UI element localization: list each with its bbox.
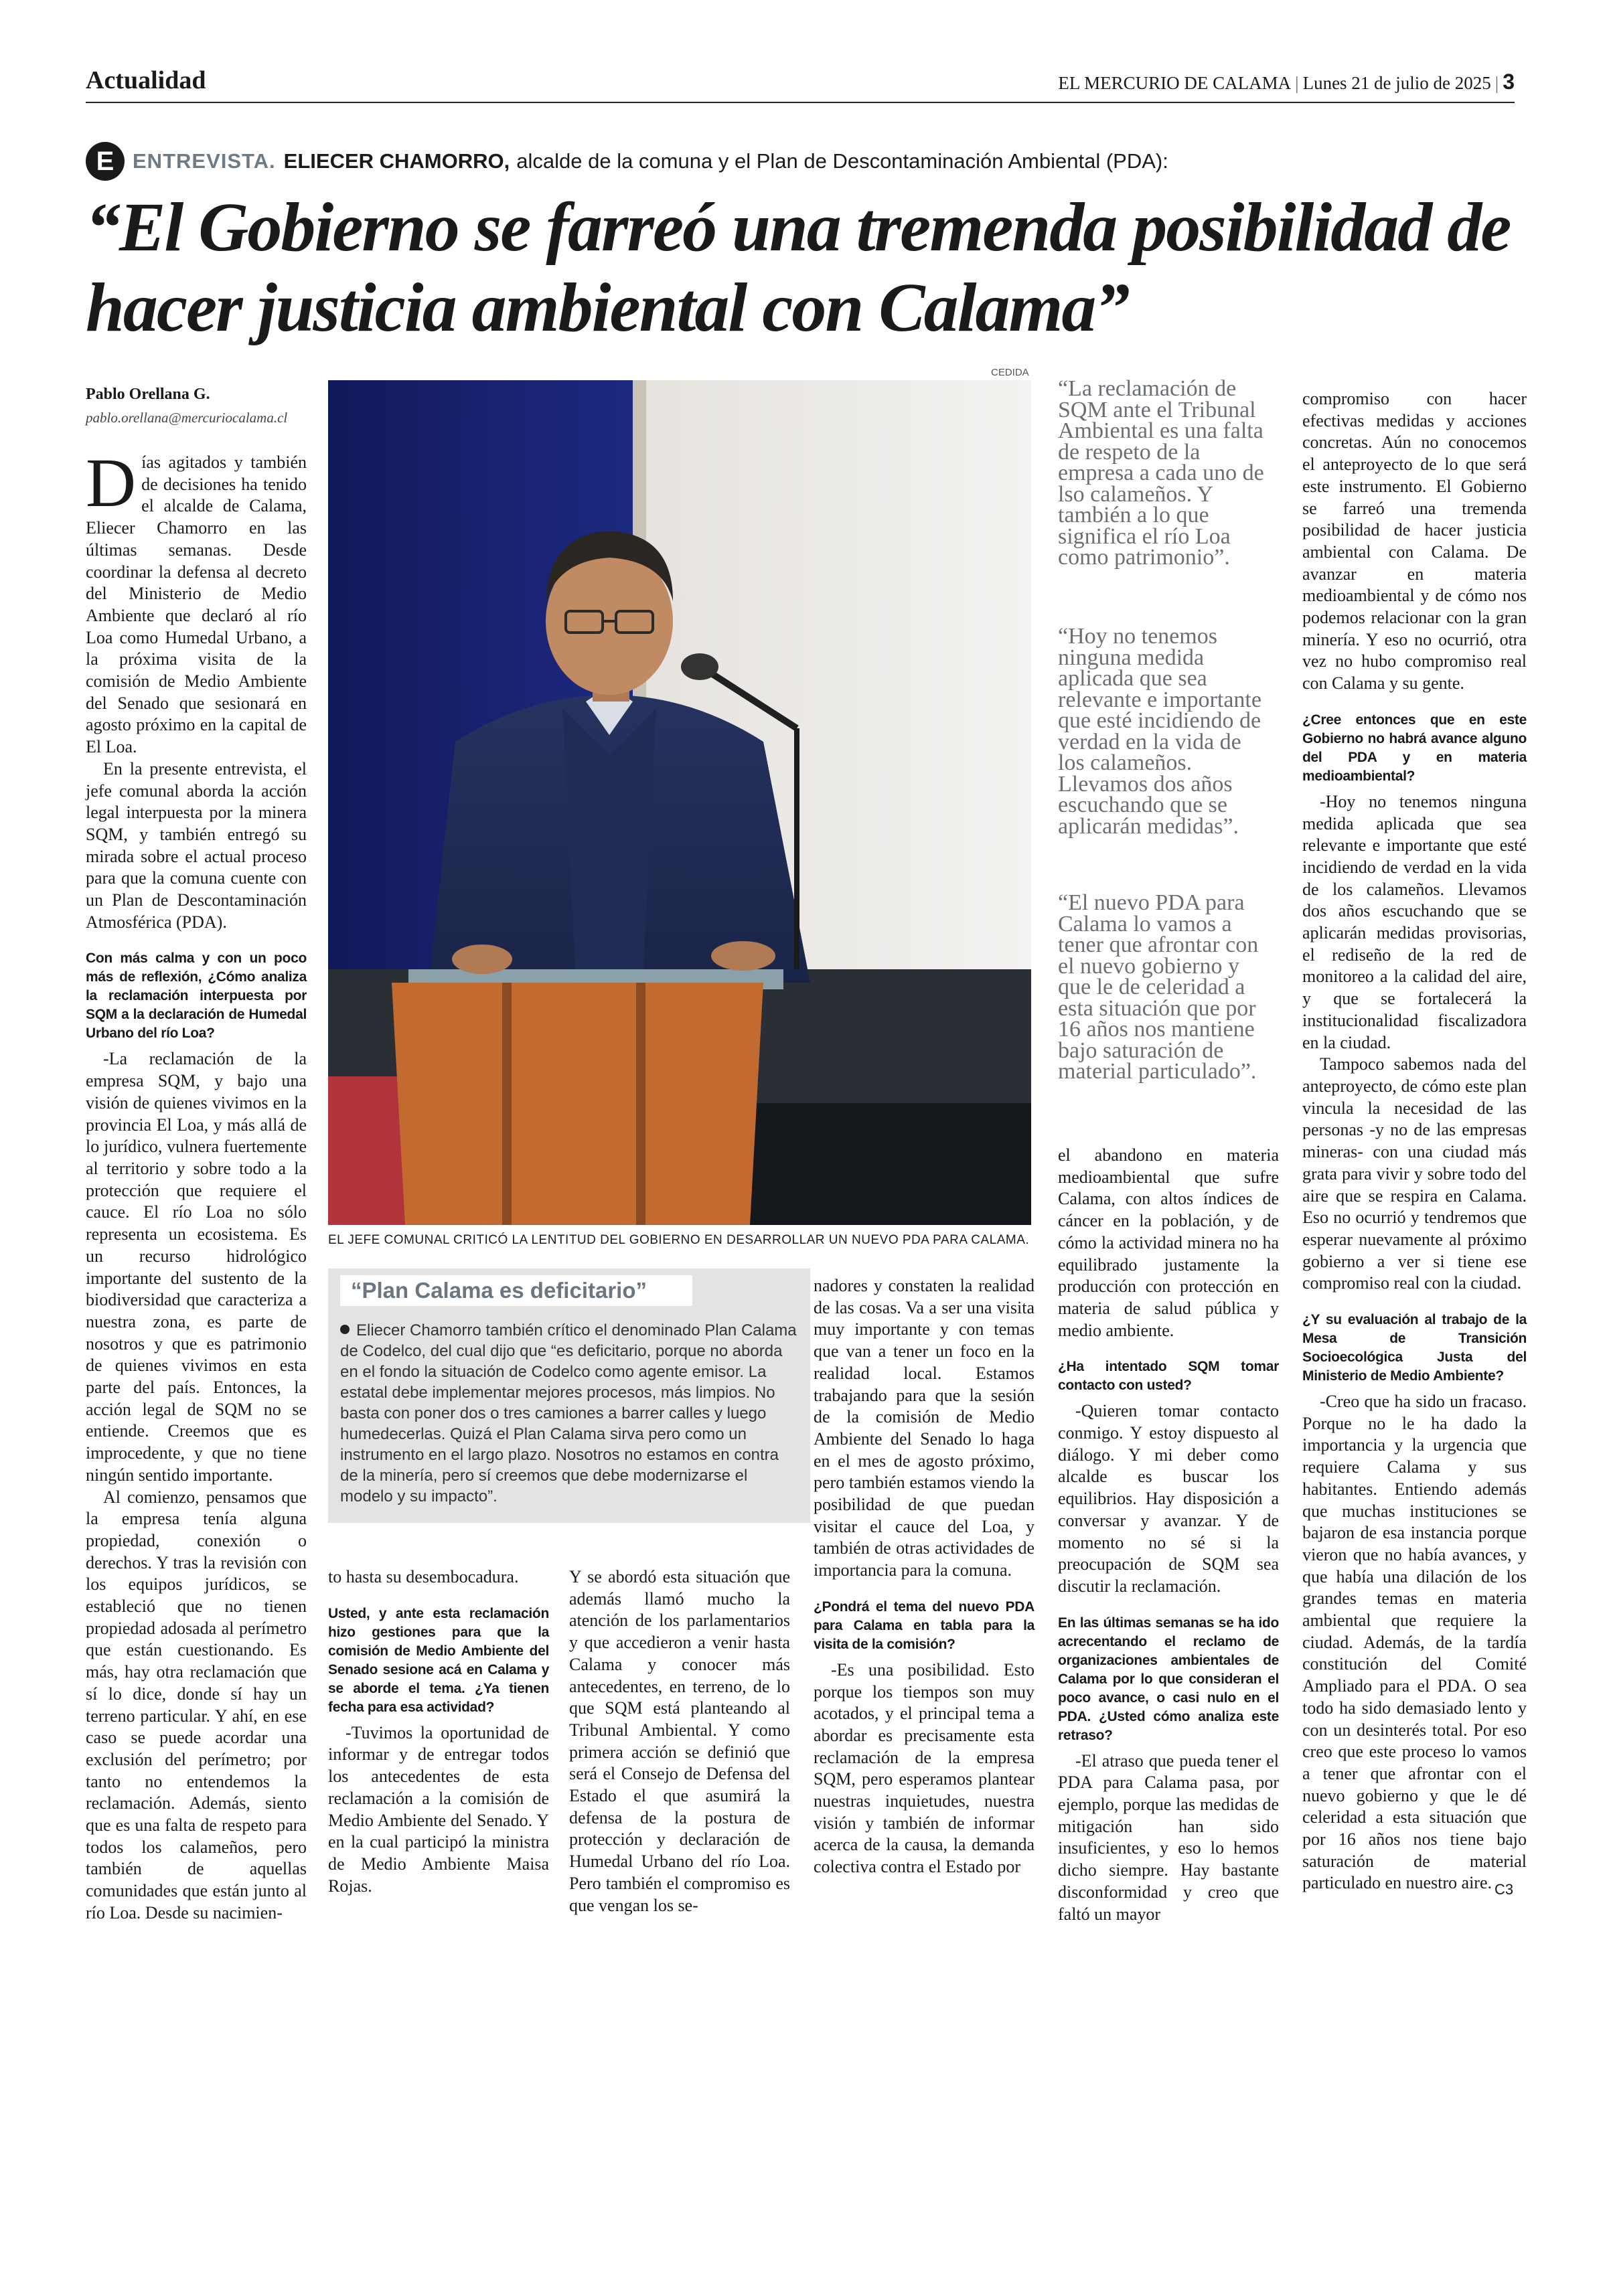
interview-answer: -La reclamación de la empresa SQM, y bajo una visión de quienes vivimos en la provincia El Loa, y más allá de lo jurídico, vulnera fuertemente al territorio y sobre todo a la protección que requiere el cauce. El río Loa no sólo representa un ecosistema. Es un recurso hidrológico importante del sustento de la biodiversidad que caracteriza a nuestra zona, es parte de nosotros y que es patrimonio de quienes vivimos en esta parte del país. Entonces, la acción legal de SQM no se entiende. Creemos que es improcedente, y que no tiene ningún sentido importante.	[86, 1049, 307, 1485]
pull-quote-1: “La reclamación de SQM ante el Tribunal Ambiental es una falta de respeto de la empresa a cada uno de lso calameños. Y también a lo que significa el río Loa como patrimonio”.	[1058, 376, 1264, 570]
byline-email[interactable]: pablo.orellana@mercuriocalama.cl	[86, 410, 288, 426]
interview-answer: -Es una posibilidad. Esto porque los tiempos son muy acotados, y el principal tema a abordar es precisamente esta reclamación de la empresa SQM, pero esperamos plantear nuestras inquietudes, nuestra visión y también de informar acerca de la causa, la demanda colectiva contra el Estado por	[814, 1659, 1035, 1877]
photo-credit: CEDIDA	[991, 367, 1029, 378]
kicker-name: ELIECER CHAMORRO,	[283, 149, 510, 173]
headline: “El Gobierno se farreó una tremenda posibilidad de hacer justicia ambiental con Calama”	[86, 189, 1511, 346]
interview-answer: Al comienzo, pensamos que la empresa tenía alguna propiedad, conexión o derechos. Y tras la revisión con los equipos jurídicos, se estableció que no tienen propiedad adosada al perímetro que están cuestionando. Es más, hay otra reclamación que sí lo dice, donde sí hay un terreno particular. Y ahí, en ese caso se puede acordar una exclusión del perímetro; por tanto no entendemos la reclamación. Además, siento que es una falta de respeto para todos los calameños, pero también de aquellas comunidades que están junto al río Loa. Desde su nacimien-	[86, 1487, 307, 1922]
article-column-6	[1302, 388, 1527, 1894]
body-paragraph: Y se abordó esta situación que además llamó mucho la atención de los parlamentarios y que accedieron a venir hasta Calama y conocer más antecedentes, en terreno, de lo que SQM está planteando al Tribunal Ambiental. Y como primera acción se definió que será el Consejo de Defensa del Estado el que asumirá la defensa de la postura de protección y declaración de Humedal Urbano del río Loa. Pero también el compromiso es que vengan los se-	[569, 1567, 790, 1915]
body-paragraph: el abandono en materia medioambiental que sufre Calama, con altos índices de cáncer en la población, y de cómo la actividad minera no ha equilibrado justamente la producción con protección en materia de salud pública y medio ambiente.	[1058, 1145, 1279, 1340]
intro-paragraph: ías agitados y también de decisiones ha tenido el alcalde de Calama, Eliecer Chamorro en las últimas semanas. Desde coordinar la defensa al decreto del Ministerio de Medio Ambiente que declaró al río Loa como Humedal Urbano, a la próxima visita de la comisión de Medio Ambiente del Senado que sesionará en agosto próximo en la capital de El Loa.	[86, 453, 307, 757]
bullet-icon	[340, 1325, 350, 1334]
section-label: Actualidad	[86, 66, 206, 94]
kicker-description: alcalde de la comuna y el Plan de Descontaminación Ambiental (PDA):	[516, 149, 1168, 173]
photo-mayor-at-podium	[328, 380, 1031, 1225]
body-paragraph: to hasta su desembocadura.	[328, 1567, 519, 1586]
drop-cap: D	[86, 444, 137, 521]
issue-date: Lunes 21 de julio de 2025	[1302, 73, 1491, 93]
masthead: EL MERCURIO DE CALAMA | Lunes 21 de julio de 2025 | 3	[1058, 70, 1515, 94]
interview-answer: -Creo que ha sido un fracaso. Porque no le ha dado la importancia y la urgencia que requiere Calama y sus habitantes. Entiendo además que muchas instituciones se bajaron de esa instancia porque vieron que no había avances, y que había una dilación de los grandes temas en materia ambiental que requiere la ciudad. Además, de la tardía constitución del Comité Ampliado para el PDA. O sea todo ha sido demasiado lento y con un desinterés total. Por eso creo que este proceso lo vamos a tener que afrontar con el nuevo gobierno y que le dé celeridad a esta situación que por 16 años nos tiene bajo saturación de material particulado en nuestro aire.	[1302, 1392, 1527, 1893]
interview-answer: -Hoy no tenemos ninguna medida aplicada que sea relevante e importante que esté incidiendo de verdad en la vida de los calameños. Llevamos dos años escuchando que se aplicarán medidas provisorias, el rediseño de la red de monitoreo a la calidad del aire, y que se fortalecerá la institucionalidad fiscalizadora en la ciudad.	[1302, 791, 1527, 1052]
byline-author: Pablo Orellana G.	[86, 386, 210, 403]
pull-quote-2: “Hoy no tenemos ninguna medida aplicada que sea relevante e importante que esté incidiendo de verdad en la vida de los calameños. Llevamos dos años escuchando que se aplicarán medidas”.	[1058, 624, 1261, 839]
end-mark: C3	[1495, 1881, 1514, 1898]
interview-question: ¿Cree entonces que en este Gobierno no habrá avance alguno del PDA y en materia medioambiental?	[1302, 712, 1527, 784]
interview-answer: -El atraso que pueda tener el PDA para Calama pasa, por ejemplo, porque las medidas de mitigación han sido insuficientes, y eso lo hemos dicho siempre. Hay bastante disconformidad y creo que faltó un mayor	[1058, 1750, 1279, 1924]
interview-question: Con más calma y con un poco más de reflexión, ¿Cómo analiza la reclamación interpuesta por SQM a la declaración de Humedal Urbano del río Loa?	[86, 951, 307, 1042]
interview-question: ¿Pondrá el tema del nuevo PDA para Calama en tabla para la visita de la comisión?	[814, 1598, 1035, 1652]
article-column-5	[1058, 1145, 1279, 1925]
header-rule	[86, 102, 1515, 103]
page-number: 3	[1503, 70, 1515, 94]
kicker-type: ENTREVISTA.	[133, 149, 276, 173]
article-column-4	[814, 1275, 1035, 1878]
sidebar-title: “Plan Calama es deficitario”	[340, 1275, 692, 1306]
kicker	[86, 141, 1168, 182]
interview-question: Usted, y ante esta reclamación hizo gestiones para que la comisión de Medio Ambiente del Senado sesione acá en Calama y se aborde el tema. ¿Ya tienen fecha para esa actividad?	[328, 1605, 549, 1715]
sidebar-text: Eliecer Chamorro también crítico el denominado Plan Calama de Codelco, del cual dijo que “es deficitario, porque no aborda en el fondo la situación de Codelco como agente emisor. La estatal debe implementar mejores procesos, más limpios. No basta con poner dos o tres camiones a barrer calles y luego humedecerlas. Quizá el Plan Calama sirva pero como un instrumento en el largo plazo. Nosotros no estamos en contra de la minería, pero sí creemos que debe modernizarse el modelo y su impacto”.	[340, 1321, 797, 1505]
publication-name: EL MERCURIO DE CALAMA	[1058, 73, 1292, 93]
article-column-2	[328, 1566, 549, 1897]
photo-caption: EL JEFE COMUNAL CRITICÓ LA LENTITUD DEL GOBIERNO EN DESARROLLAR UN NUEVO PDA PARA CALAMA.	[328, 1233, 1030, 1247]
body-paragraph: nadores y constaten la realidad de las cosas. Va a ser una visita muy importante y con temas que van a tener un foco en la realidad local. Estamos trabajando para que la sesión de la comisión de Medio Ambiente del Senado lo haga en el mes de agosto próximo, pero también estamos viendo la posibilidad de que puedan visitar el cauce del Loa, y también de otras actividades de importancia para la comuna.	[814, 1276, 1035, 1580]
interview-question: ¿Y su evaluación al trabajo de la Mesa de Transición Socioecológica Justa del Ministerio de Medio Ambiente?	[1302, 1312, 1527, 1384]
interview-question: ¿Ha intentado SQM tomar contacto con usted?	[1058, 1359, 1279, 1394]
interview-answer: -Quieren tomar contacto conmigo. Y estoy dispuesto al diálogo. Y mi deber como alcalde es buscar los equilibrios. Hay disposición a conversar y avanzar. Y de momento no sé si la preocupación de SQM sea discutir la reclamación.	[1058, 1401, 1279, 1596]
article-column-3	[569, 1566, 790, 1916]
body-paragraph: compromiso con hacer efectivas medidas y acciones concretas. Aún no conocemos el anteproyecto de lo que será este instrumento. El Gobierno se farreó una tremenda posibilidad de hacer justicia ambiental con Calama. De avanzar en materia medioambiental y de cómo nos podemos relacionar con la gran minería. Y eso no ocurrió, otra vez no hubo compromiso real con Calama y su gente.	[1302, 389, 1527, 693]
photo-illustration	[328, 380, 1031, 1225]
interview-question: En las últimas semanas se ha ido acrecentando el reclamo de organizaciones ambientales de Calama por lo que consideran el poco avance, o casi nulo en el PDA. ¿Usted cómo analiza este retraso?	[1058, 1615, 1279, 1743]
section-badge: E	[86, 142, 125, 181]
pull-quote-3: “El nuevo PDA para Calama lo vamos a tener que afrontar con el nuevo gobierno y que le de celeridad a esta situación que por 16 años nos mantiene bajo saturación de material particulado”.	[1058, 890, 1259, 1084]
article-column-1	[86, 444, 307, 1924]
body-paragraph: En la presente entrevista, el jefe comunal aborda la acción legal interpuesta por la minera SQM, y también entregó su mirada sobre el actual proceso para que la comuna cuente con un Plan de Descontaminación Atmosférica (PDA).	[86, 758, 307, 932]
interview-answer: -Tuvimos la oportunidad de informar y de entregar todos los antecedentes de esta reclamación a la comisión de Medio Ambiente del Senado. Y en la cual participó la ministra de Medio Ambiente Maisa Rojas.	[328, 1722, 549, 1896]
interview-answer: Tampoco sabemos nada del anteproyecto, de cómo este plan vincula la necesidad de las personas -y no de las empresas mineras- con una ciudad más grata para vivir y sobre todo del aire que se respira en Calama. Eso no ocurrió y tendremos que esperar nuevamente al próximo gobierno a ver si tiene ese compromiso real con la ciudad.	[1302, 1054, 1527, 1293]
sidebar-body	[340, 1320, 798, 1507]
